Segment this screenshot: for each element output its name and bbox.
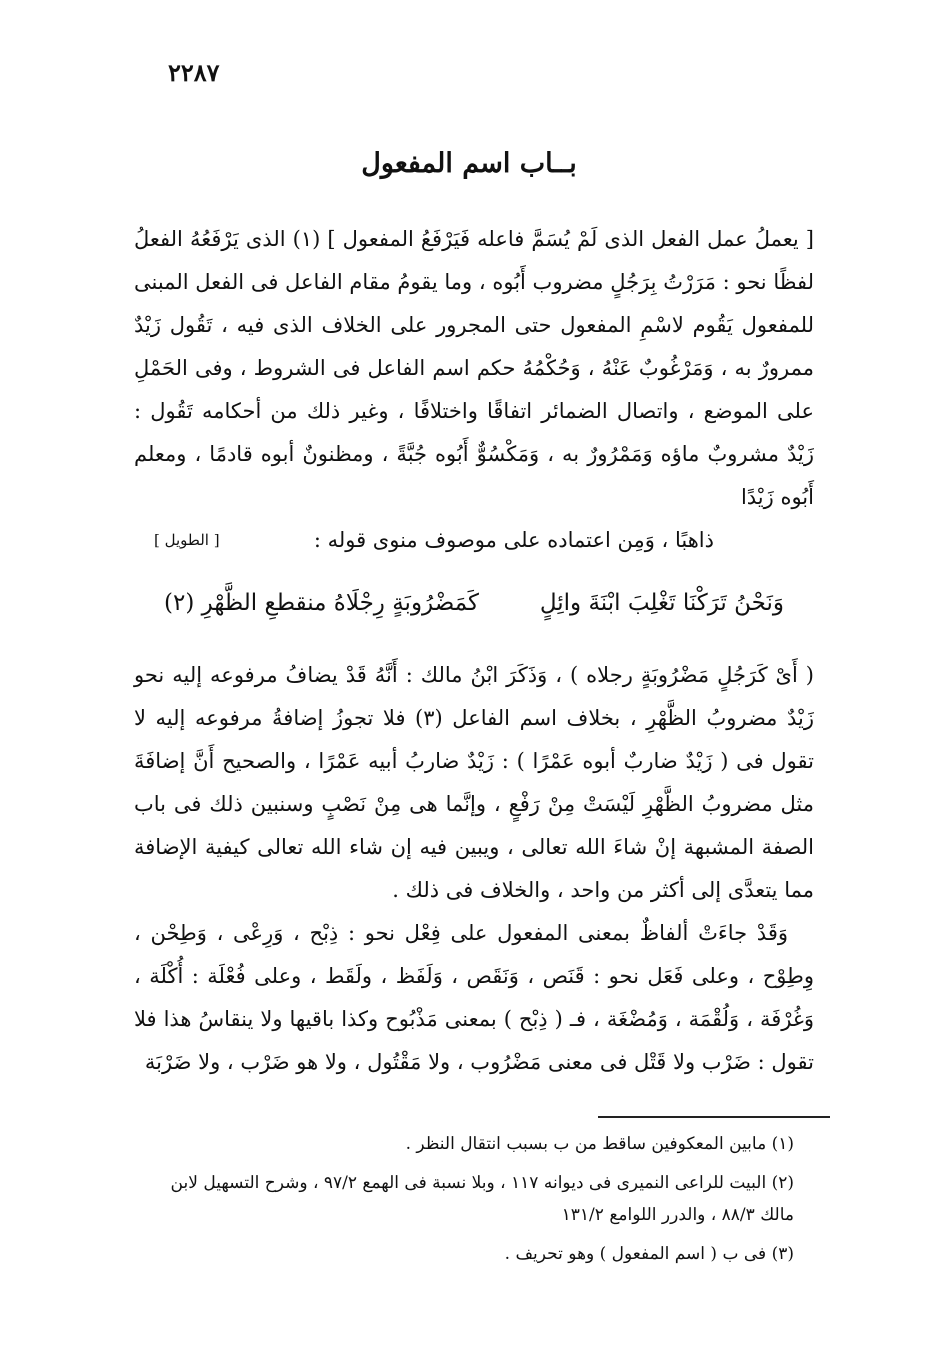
paragraph-2: ( أَىْ كَرَجُلٍ مَضْرُوبَةٍ رجلاه ) ، وَذَكَرَ ابْنُ مالك : أَنَّهُ قَدْ يضافُ مرفوعه إليه نحو زَيْدٌ مضروبُ الظَّهْرِ ، بخلاف اسم الفاعل (٣) فلا تجوزُ إضافةُ مرفوعه إليه لا تقول فى ( زَيْدٌ ضاربٌ أبوه عَمْرًا ) : زَيْدٌ ضاربُ أبيه عَمْرًا ، والصحيح أَنَّ إضافَةَ مثل مضروبُ الظَّهْرِ لَيْسَتْ مِنْ رَفْعٍ ، وإنَّما هى مِنْ نَصْبٍ وسنبين ذلك فى باب الصفة المشبهة إنْ شاءَ الله تعالى ، ويبين فيه إن شاء الله تعالى كيفية الإضافة مما يتعدَّى إلى أكثر من واحد ، والخلاف فى ذلك .: [134, 663, 814, 902]
verse-first-hemistich: وَنَحْنُ تَرَكْنَا تَغْلِبَ ابْنَةَ وائِلٍ: [539, 590, 784, 616]
verse-intro-text: ذاهبًا ، وَمِن اعتماده على موصوف منوى قوله :: [313, 528, 714, 552]
main-text: [134, 218, 814, 1084]
poetry-verse: [164, 580, 784, 626]
footnote-3: (٣) فى ب ( اسم المفعول ) وهو تحريف .: [504, 1244, 794, 1264]
chapter-title: بــاب اسم المفعول: [361, 148, 577, 179]
footnote-divider: [598, 1116, 830, 1118]
footnote-1: (١) مابين المعكوفين ساقط من ب بسبب انتقال النظر .: [405, 1134, 794, 1154]
paragraph-3: وَقَدْ جاءَتْ ألفاظٌ بمعنى المفعول على فِعْل نحو : ذِبْح ، وَرِعْى ، وَطِحْن ، وِطِوْح ، وعلى فَعَل نحو : قَنَص ، وَنَقَص ، وَلَفَظ ، ولَقَط ، وعلى فُعْلَة : أُكْلَة ، وَغُرْفَة ، وَلُقْمَة ، وَمُضْغَة ، فـ ( ذِبْح ) بمعنى مَذْبُوح وكذا باقيها ولا ينقاسُ هذا فلا تقول : ضَرْب ولا قَتْل فى معنى مَضْرُوب ، ولا مَقْتُول ، ولا هو ضَرْب ، ولا ضَرْبَة: [134, 921, 814, 1074]
verse-intro-line: [154, 519, 714, 562]
verse-second-hemistich: كَمَضْرُوبَةٍ رِجْلَاهُ منقطعِ الظَّهْرِ (٢): [164, 590, 479, 616]
meter-label: [ الطويل ]: [154, 531, 220, 549]
footnotes: [134, 1128, 794, 1277]
footnote-2: (٢) البيت للراعى النميرى فى ديوانه ١١٧ ، وبلا نسبة فى الهمع ٩٧/٢ ، وشرح التسهيل لابن مالك ٨٨/٣ ، والدرر اللوامع ١٣١/٢: [170, 1173, 794, 1225]
paragraph-1: [ يعملُ عمل الفعل الذى لَمْ يُسَمَّ فاعله فَيَرْفَعُ المفعول ] (١) الذى يَرْفَعُهُ الفعلُ لفظًا نحو : مَرَرْتُ بِرَجُلٍ مضروب أَبُوه ، وما يقومُ مقام الفاعل فى الفعل المبنى للمفعول يَقُوم لاسْمِ المفعول حتى المجرور على الخلاف الذى فيه ، تَقُول زَيْدٌ ممرورٌ به ، وَمَرْغُوبٌ عَنْهُ ، وَحُكْمُهُ حكم اسم الفاعل فى الشروط ، وفى الحَمْلِ على الموضع ، واتصال الضمائر اتفاقًا واختلافًا ، وغير ذلك من أحكامه تَقُول : زَيْدٌ مشروبٌ ماؤه وَمَمْرُورٌ به ، وَمَكْسُوٌّ أَبُوه جُبَّةً ، ومظنونٌ أبوه قادمًا ، ومعلم أَبُوه زَيْدًا: [134, 227, 814, 509]
page-number: ٢٢٨٧: [168, 58, 220, 87]
